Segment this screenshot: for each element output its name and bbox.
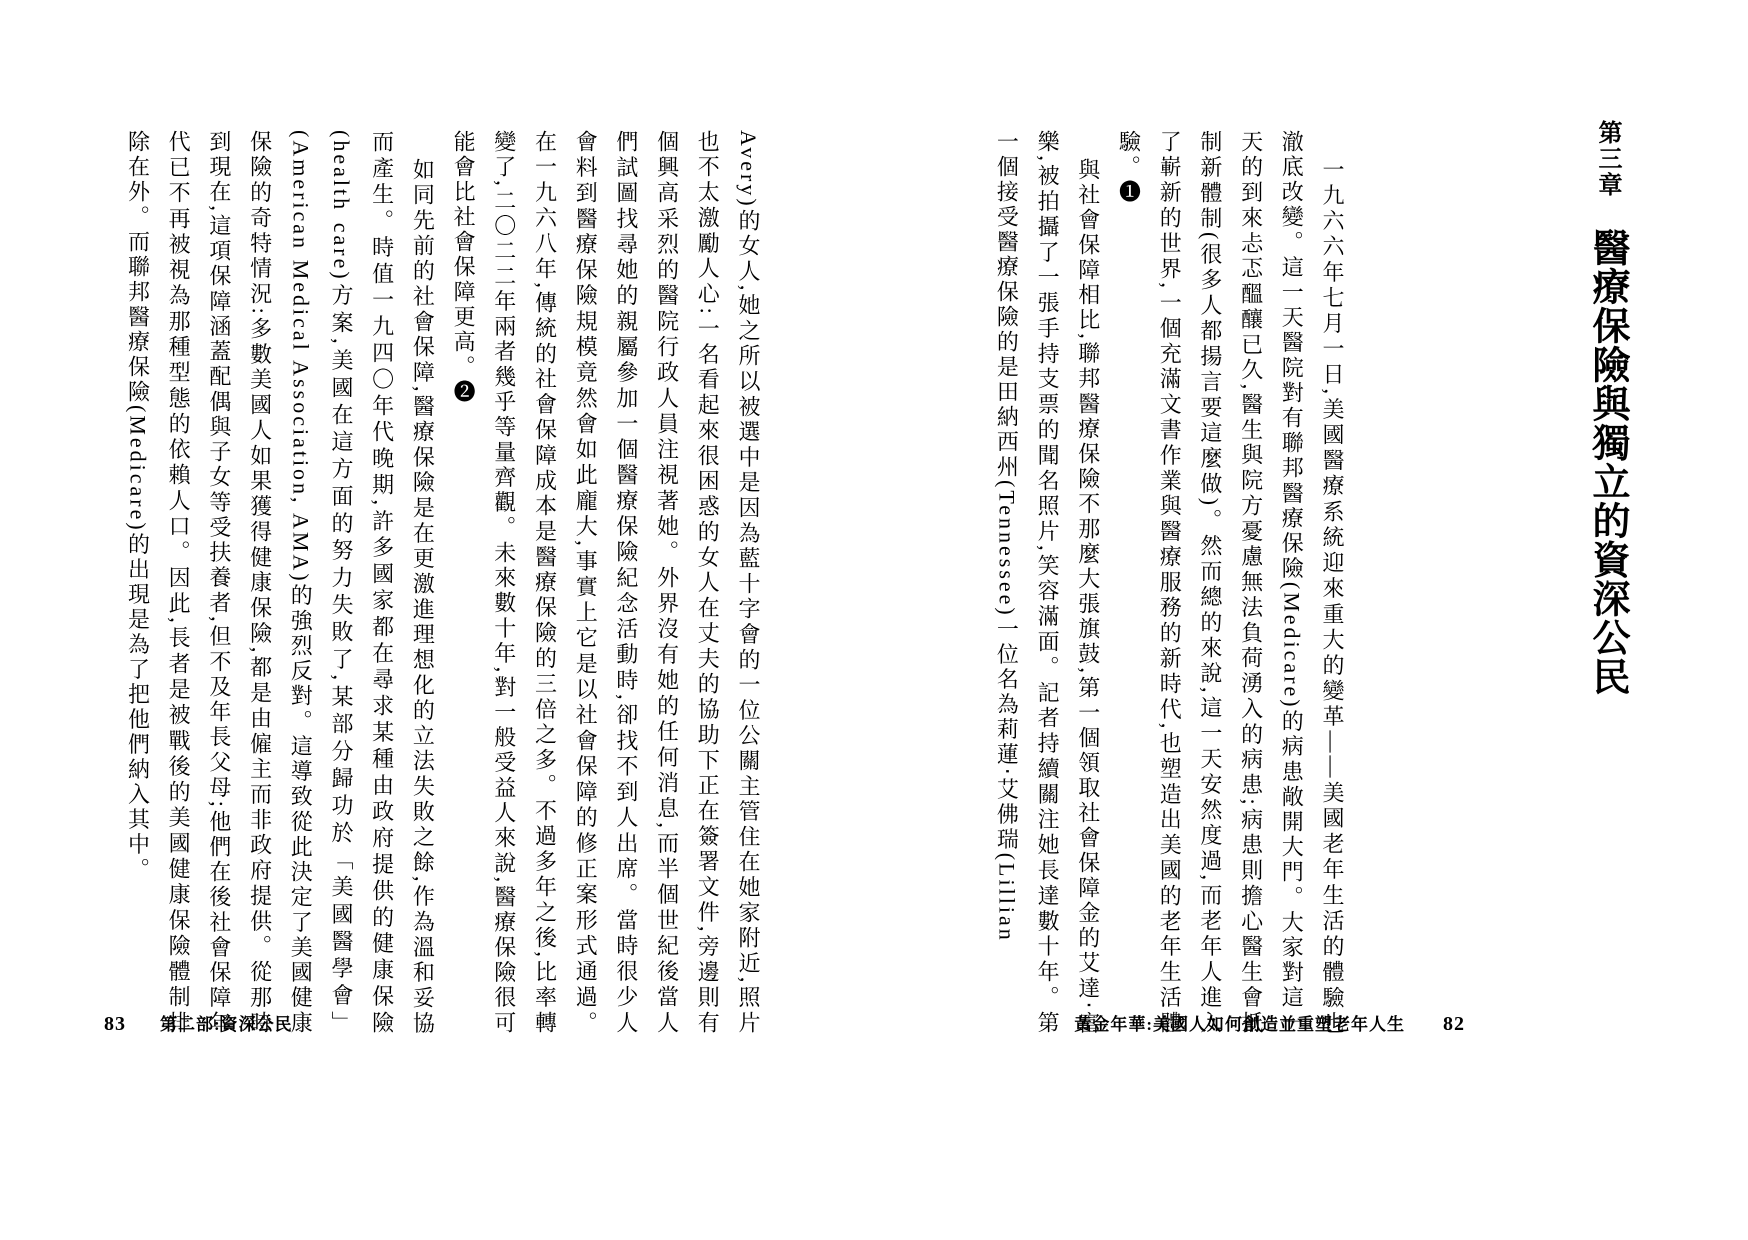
paragraph-3: 如同先前的社會保障,醫療保險是在更激進理想化的立法失敗之餘,作為溫和妥協而產生。時值一九四〇年代晚期,許多國家都在尋求某種由政府提供的健康保險(health care)方案,美國在這方面的努力失敗了,某部分歸功於「美國醫學會」(American Medical Association, AMA)的強烈反對。這導致從此決定了美國健康保險的奇特情況:多數美國人如果獲得健康保險,都是由僱主而非政府提供。從那時到現在,這項保障涵蓋配偶與子女等受扶養者,但不及年長父母;他們在後社會保障年代已不再被視為那種型態的依賴人口。因此,長者是被戰後的美國健康保險體制排除在外。而聯邦醫療保險(Medicare)的出現是為了把他們納入其中。: [125, 130, 436, 1036]
running-section-title: 第二部:資深公民: [160, 1015, 293, 1034]
page-83-body: [117, 130, 768, 1036]
page-number-83: 83: [104, 1013, 126, 1035]
paragraph-1: 一九六六年七月一日,美國醫療系統迎來重大的變革——美國老年生活的體驗也澈底改變。這一天醫院對有聯邦醫療保險(Medicare)的病患敞開大門。大家對這一天的到來忐忑醞釀已久,醫生與院方憂慮無法負荷湧入的病患;病患則擔心醫生會抵制新體制(很多人都揚言要這麼做)。然而總的來說,這一天安然度過,而老年人進入了嶄新的世界,一個充滿文書作業與醫療服務的新時代,也塑造出美國的老年生活體驗。❶: [1116, 130, 1345, 1036]
paragraph-2-continued: Avery)的女人,她之所以被選中是因為藍十字會的一位公關主管住在她家附近,照片也不太激勵人心:一名看起來很困惑的女人在丈夫的協助下正在簽署文件,旁邊則有個興高采烈的醫院行政人員注視著她。外界沒有她的任何消息,而半個世紀後當人們試圖找尋她的親屬參加一個醫療保險紀念活動時,卻找不到人出席。當時很少人會料到醫療保險規模竟然會如此龐大,事實上它是以社會保障的修正案形式通過。在一九六八年,傳統的社會保障成本是醫療保險的三倍之多。不過多年之後,比率轉變了,二〇二二年兩者幾乎等量齊觀。未來數十年,對一般受益人來說,醫療保險很可能會比社會保障更高。❷: [451, 130, 761, 1036]
running-book-title: 黃金年華:美國人如何創造並重塑老年人生: [1074, 1015, 1405, 1034]
page-number-82: 82: [1443, 1013, 1465, 1035]
page-83-footer: [104, 1010, 293, 1036]
chapter-title: 醫療保險與獨立的資深公民: [1586, 228, 1628, 696]
chapter-number: 第三章: [1594, 120, 1620, 198]
paragraph-2: 與社會保障相比,聯邦醫療保險不那麼大張旗鼓,第一個領取社會保障金的艾達‧富樂,被拍攝了一張手持支票的聞名照片,笑容滿面。記者持續關注她長達數十年。第一個接受醫療保險的是田納西州(Tennessee)一位名為莉蓮‧艾佛瑞(Lillian: [994, 130, 1101, 1036]
